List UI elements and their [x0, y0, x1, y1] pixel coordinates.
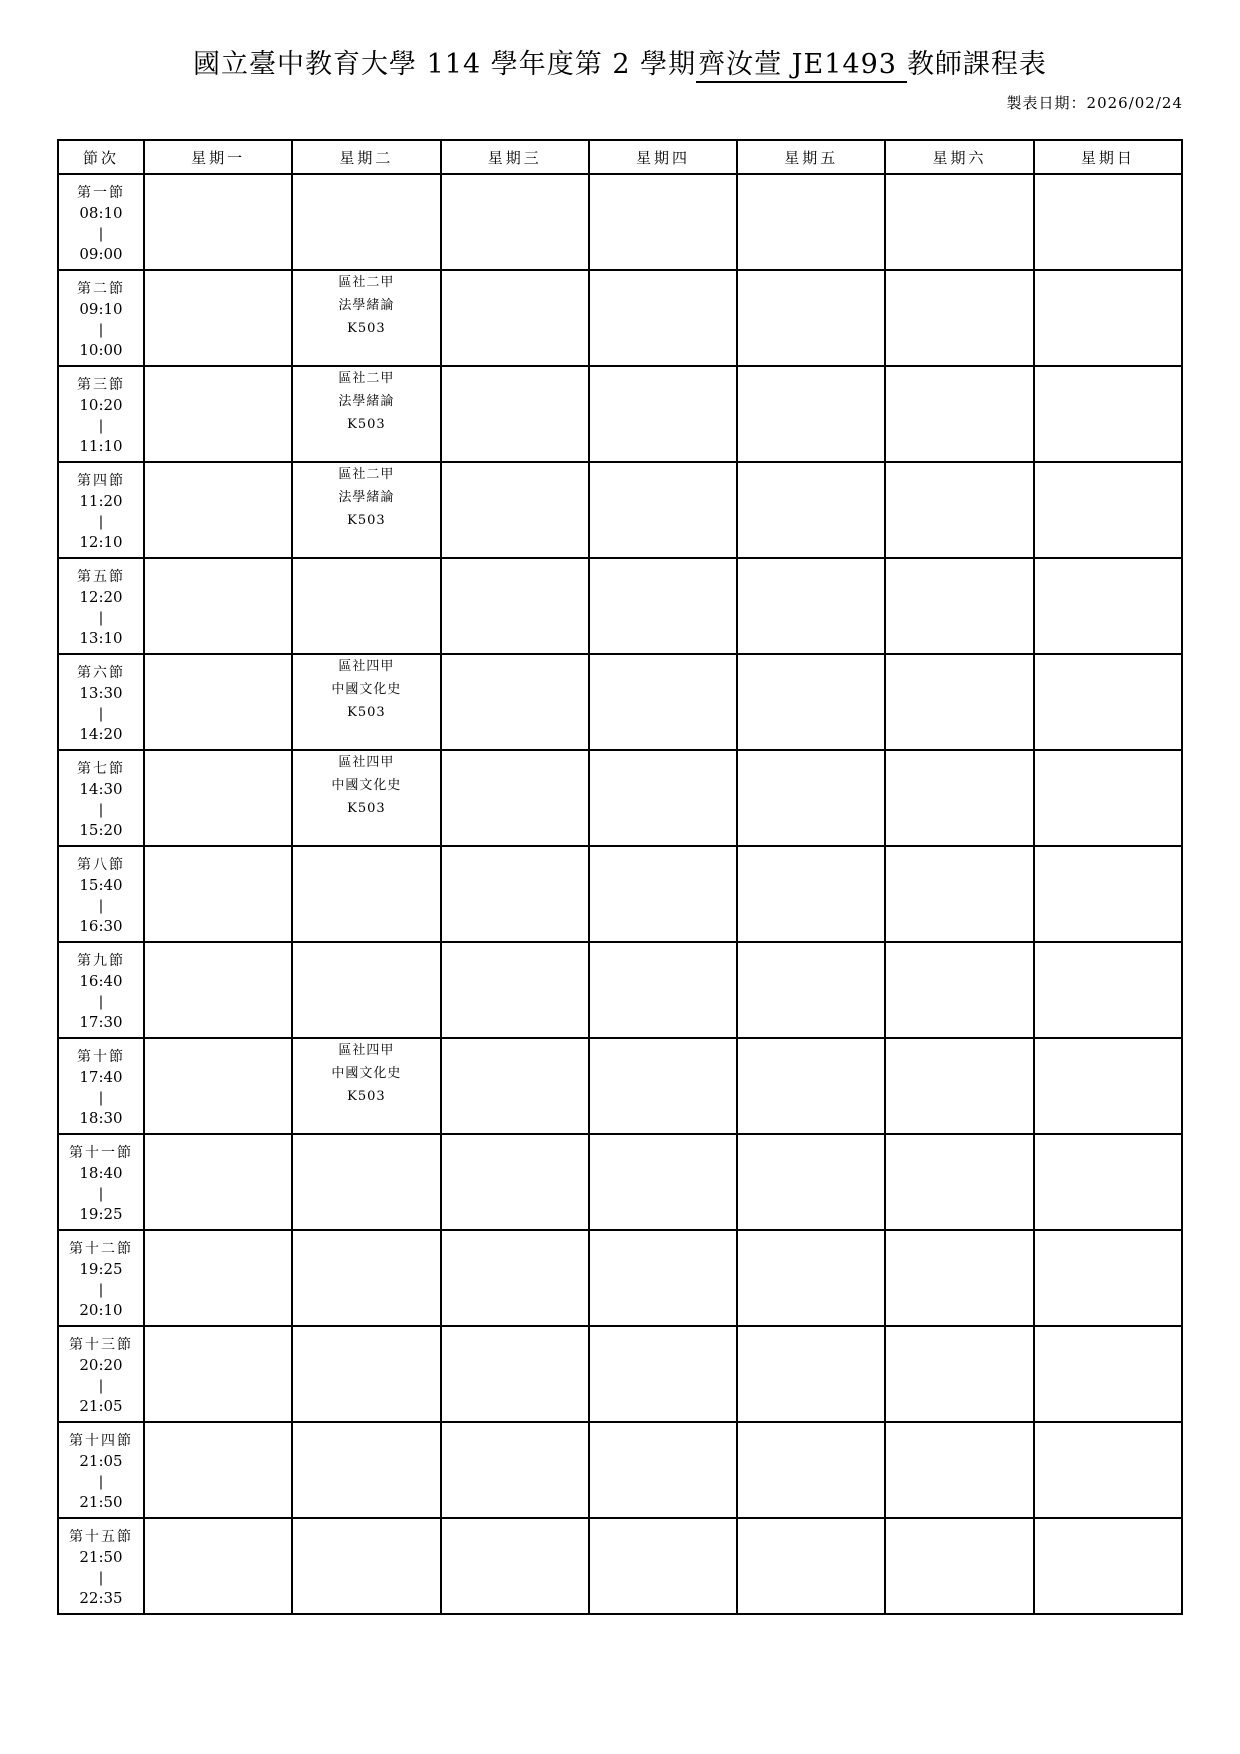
schedule-cell-15-4: [589, 1518, 737, 1614]
schedule-cell-5-1: [144, 558, 292, 654]
schedule-cell-7-6: [885, 750, 1033, 846]
header-row: [58, 140, 1182, 174]
schedule-cell-13-7: [1034, 1326, 1182, 1422]
day-header-1: 星期一: [144, 140, 292, 174]
course-name-label: 法學緒論: [338, 298, 395, 313]
schedule-cell-14-3: [441, 1422, 589, 1518]
period-name: 第九節: [77, 953, 125, 969]
schedule-cell-6-2: [292, 654, 440, 750]
period-name: 第十五節: [69, 1529, 133, 1545]
title-teacher-name: 齊汝萱 JE1493: [696, 49, 907, 83]
corner-header-period: 節次: [58, 140, 144, 174]
time-separator: |: [98, 1186, 104, 1202]
schedule-cell-15-2: [292, 1518, 440, 1614]
period-start-time: 21:50: [79, 1548, 123, 1566]
period-cell-7: [58, 750, 144, 846]
schedule-cell-15-5: [737, 1518, 885, 1614]
period-end-time: 16:30: [79, 917, 123, 935]
time-separator: |: [98, 802, 104, 818]
period-start-time: 21:05: [79, 1452, 123, 1470]
schedule-cell-6-3: [441, 654, 589, 750]
time-separator: |: [98, 994, 104, 1010]
schedule-cell-3-4: [589, 366, 737, 462]
schedule-cell-9-5: [737, 942, 885, 1038]
period-row-3: [58, 366, 1182, 462]
schedule-cell-2-6: [885, 270, 1033, 366]
period-row-14: [58, 1422, 1182, 1518]
period-end-time: 20:10: [79, 1301, 123, 1319]
class-group-label: 區社二甲: [338, 371, 395, 386]
period-name: 第八節: [77, 857, 125, 873]
schedule-cell-9-6: [885, 942, 1033, 1038]
day-header-6: 星期六: [885, 140, 1033, 174]
schedule-cell-11-5: [737, 1134, 885, 1230]
schedule-cell-15-1: [144, 1518, 292, 1614]
schedule-cell-6-4: [589, 654, 737, 750]
schedule-cell-9-2: [292, 942, 440, 1038]
schedule-cell-14-1: [144, 1422, 292, 1518]
period-start-time: 16:40: [79, 972, 123, 990]
schedule-cell-10-4: [589, 1038, 737, 1134]
period-name: 第四節: [77, 473, 125, 489]
time-separator: |: [98, 1378, 104, 1394]
schedule-cell-13-6: [885, 1326, 1033, 1422]
schedule-cell-8-5: [737, 846, 885, 942]
period-cell-11: [58, 1134, 144, 1230]
schedule-cell-5-3: [441, 558, 589, 654]
period-cell-4: [58, 462, 144, 558]
period-name: 第二節: [77, 281, 125, 297]
page-title: [0, 48, 1240, 82]
period-name: 第一節: [77, 185, 125, 201]
course-name-label: 法學緒論: [338, 490, 395, 505]
schedule-cell-7-5: [737, 750, 885, 846]
room-label: K503: [347, 417, 386, 432]
period-end-time: 15:20: [79, 821, 123, 839]
period-name: 第七節: [77, 761, 125, 777]
schedule-cell-11-2: [292, 1134, 440, 1230]
schedule-cell-8-4: [589, 846, 737, 942]
day-header-4: 星期四: [589, 140, 737, 174]
schedule-cell-9-4: [589, 942, 737, 1038]
period-cell-2: [58, 270, 144, 366]
room-label: K503: [347, 801, 386, 816]
schedule-cell-15-3: [441, 1518, 589, 1614]
period-row-11: [58, 1134, 1182, 1230]
time-separator: |: [98, 706, 104, 722]
schedule-cell-2-7: [1034, 270, 1182, 366]
schedule-cell-5-7: [1034, 558, 1182, 654]
period-end-time: 10:00: [79, 341, 123, 359]
schedule-cell-1-4: [589, 174, 737, 270]
time-separator: |: [98, 1474, 104, 1490]
schedule-cell-5-2: [292, 558, 440, 654]
period-name: 第十三節: [69, 1337, 133, 1353]
schedule-cell-2-5: [737, 270, 885, 366]
schedule-cell-11-3: [441, 1134, 589, 1230]
day-header-7: 星期日: [1034, 140, 1182, 174]
class-group-label: 區社四甲: [338, 659, 395, 674]
schedule-cell-15-6: [885, 1518, 1033, 1614]
schedule-cell-8-6: [885, 846, 1033, 942]
period-name: 第十二節: [69, 1241, 133, 1257]
period-row-9: [58, 942, 1182, 1038]
schedule-cell-3-5: [737, 366, 885, 462]
period-name: 第五節: [77, 569, 125, 585]
course-timetable: [57, 139, 1183, 1615]
period-start-time: 20:20: [79, 1356, 123, 1374]
day-header-5: 星期五: [737, 140, 885, 174]
day-header-2: 星期二: [292, 140, 440, 174]
schedule-cell-2-3: [441, 270, 589, 366]
period-cell-5: [58, 558, 144, 654]
schedule-cell-6-7: [1034, 654, 1182, 750]
room-label: K503: [347, 1089, 386, 1104]
schedule-cell-8-7: [1034, 846, 1182, 942]
period-cell-1: [58, 174, 144, 270]
period-cell-8: [58, 846, 144, 942]
period-cell-13: [58, 1326, 144, 1422]
room-label: K503: [347, 705, 386, 720]
period-end-time: 14:20: [79, 725, 123, 743]
class-group-label: 區社二甲: [338, 467, 395, 482]
time-separator: |: [98, 610, 104, 626]
schedule-cell-12-1: [144, 1230, 292, 1326]
schedule-cell-5-4: [589, 558, 737, 654]
period-row-5: [58, 558, 1182, 654]
schedule-cell-4-5: [737, 462, 885, 558]
schedule-cell-12-3: [441, 1230, 589, 1326]
schedule-cell-12-7: [1034, 1230, 1182, 1326]
class-group-label: 區社四甲: [338, 755, 395, 770]
schedule-cell-2-4: [589, 270, 737, 366]
schedule-cell-1-6: [885, 174, 1033, 270]
schedule-cell-7-2: [292, 750, 440, 846]
schedule-cell-1-1: [144, 174, 292, 270]
schedule-cell-9-3: [441, 942, 589, 1038]
schedule-cell-5-6: [885, 558, 1033, 654]
class-group-label: 區社四甲: [338, 1043, 395, 1058]
schedule-cell-11-6: [885, 1134, 1033, 1230]
schedule-cell-13-3: [441, 1326, 589, 1422]
period-row-1: [58, 174, 1182, 270]
schedule-cell-9-7: [1034, 942, 1182, 1038]
time-separator: |: [98, 418, 104, 434]
period-cell-12: [58, 1230, 144, 1326]
schedule-cell-15-7: [1034, 1518, 1182, 1614]
title-prefix: 國立臺中教育大學 114 學年度第 2 學期: [193, 49, 697, 80]
period-cell-10: [58, 1038, 144, 1134]
schedule-cell-7-4: [589, 750, 737, 846]
schedule-cell-7-7: [1034, 750, 1182, 846]
schedule-cell-1-3: [441, 174, 589, 270]
period-start-time: 10:20: [79, 396, 123, 414]
schedule-cell-14-2: [292, 1422, 440, 1518]
room-label: K503: [347, 321, 386, 336]
course-name-label: 法學緒論: [338, 394, 395, 409]
schedule-cell-6-5: [737, 654, 885, 750]
period-row-10: [58, 1038, 1182, 1134]
period-row-7: [58, 750, 1182, 846]
schedule-cell-12-6: [885, 1230, 1033, 1326]
period-start-time: 15:40: [79, 876, 123, 894]
period-end-time: 11:10: [79, 437, 123, 455]
period-row-2: [58, 270, 1182, 366]
schedule-cell-7-1: [144, 750, 292, 846]
schedule-cell-4-6: [885, 462, 1033, 558]
time-separator: |: [98, 1570, 104, 1586]
schedule-cell-4-3: [441, 462, 589, 558]
course-name-label: 中國文化史: [331, 1066, 402, 1081]
time-separator: |: [98, 1090, 104, 1106]
period-cell-9: [58, 942, 144, 1038]
schedule-cell-2-2: [292, 270, 440, 366]
title-suffix: 教師課程表: [906, 49, 1047, 80]
period-row-6: [58, 654, 1182, 750]
schedule-cell-10-7: [1034, 1038, 1182, 1134]
period-row-15: [58, 1518, 1182, 1614]
schedule-cell-14-5: [737, 1422, 885, 1518]
schedule-cell-8-3: [441, 846, 589, 942]
period-row-4: [58, 462, 1182, 558]
period-end-time: 19:25: [79, 1205, 123, 1223]
schedule-cell-11-4: [589, 1134, 737, 1230]
schedule-cell-11-1: [144, 1134, 292, 1230]
period-start-time: 09:10: [79, 300, 123, 318]
day-header-3: 星期三: [441, 140, 589, 174]
period-start-time: 13:30: [79, 684, 123, 702]
period-end-time: 21:50: [79, 1493, 123, 1511]
schedule-cell-14-7: [1034, 1422, 1182, 1518]
period-cell-14: [58, 1422, 144, 1518]
schedule-cell-10-1: [144, 1038, 292, 1134]
period-cell-15: [58, 1518, 144, 1614]
period-cell-6: [58, 654, 144, 750]
schedule-cell-10-3: [441, 1038, 589, 1134]
period-end-time: 18:30: [79, 1109, 123, 1127]
schedule-cell-4-7: [1034, 462, 1182, 558]
schedule-cell-4-4: [589, 462, 737, 558]
class-group-label: 區社二甲: [338, 275, 395, 290]
report-date: 製表日期：2026/02/24: [1006, 94, 1183, 112]
period-end-time: 09:00: [79, 245, 123, 263]
period-name: 第十節: [77, 1049, 125, 1065]
period-row-13: [58, 1326, 1182, 1422]
schedule-cell-14-6: [885, 1422, 1033, 1518]
period-cell-3: [58, 366, 144, 462]
period-name: 第三節: [77, 377, 125, 393]
schedule-cell-10-2: [292, 1038, 440, 1134]
schedule-cell-7-3: [441, 750, 589, 846]
schedule-cell-11-7: [1034, 1134, 1182, 1230]
period-end-time: 13:10: [79, 629, 123, 647]
time-separator: |: [98, 1282, 104, 1298]
schedule-cell-3-1: [144, 366, 292, 462]
schedule-cell-3-2: [292, 366, 440, 462]
course-name-label: 中國文化史: [331, 778, 402, 793]
period-start-time: 11:20: [79, 492, 123, 510]
schedule-cell-5-5: [737, 558, 885, 654]
period-start-time: 19:25: [79, 1260, 123, 1278]
time-separator: |: [98, 898, 104, 914]
period-end-time: 17:30: [79, 1013, 123, 1031]
schedule-cell-6-1: [144, 654, 292, 750]
schedule-cell-4-2: [292, 462, 440, 558]
schedule-cell-13-2: [292, 1326, 440, 1422]
time-separator: |: [98, 322, 104, 338]
period-start-time: 12:20: [79, 588, 123, 606]
schedule-cell-2-1: [144, 270, 292, 366]
room-label: K503: [347, 513, 386, 528]
schedule-cell-3-3: [441, 366, 589, 462]
schedule-cell-10-5: [737, 1038, 885, 1134]
period-end-time: 21:05: [79, 1397, 123, 1415]
course-name-label: 中國文化史: [331, 682, 402, 697]
schedule-cell-13-4: [589, 1326, 737, 1422]
period-name: 第六節: [77, 665, 125, 681]
schedule-cell-3-6: [885, 366, 1033, 462]
period-name: 第十四節: [69, 1433, 133, 1449]
time-separator: |: [98, 226, 104, 242]
schedule-cell-12-4: [589, 1230, 737, 1326]
period-row-8: [58, 846, 1182, 942]
schedule-cell-12-5: [737, 1230, 885, 1326]
schedule-cell-1-2: [292, 174, 440, 270]
schedule-cell-14-4: [589, 1422, 737, 1518]
period-row-12: [58, 1230, 1182, 1326]
period-start-time: 18:40: [79, 1164, 123, 1182]
schedule-cell-1-5: [737, 174, 885, 270]
period-start-time: 17:40: [79, 1068, 123, 1086]
period-start-time: 14:30: [79, 780, 123, 798]
schedule-cell-12-2: [292, 1230, 440, 1326]
schedule-cell-13-1: [144, 1326, 292, 1422]
schedule-cell-10-6: [885, 1038, 1033, 1134]
period-name: 第十一節: [69, 1145, 133, 1161]
schedule-cell-6-6: [885, 654, 1033, 750]
period-end-time: 22:35: [79, 1589, 123, 1607]
time-separator: |: [98, 514, 104, 530]
schedule-cell-1-7: [1034, 174, 1182, 270]
schedule-cell-13-5: [737, 1326, 885, 1422]
schedule-cell-8-2: [292, 846, 440, 942]
schedule-cell-8-1: [144, 846, 292, 942]
period-end-time: 12:10: [79, 533, 123, 551]
period-start-time: 08:10: [79, 204, 123, 222]
schedule-cell-3-7: [1034, 366, 1182, 462]
schedule-cell-4-1: [144, 462, 292, 558]
schedule-cell-9-1: [144, 942, 292, 1038]
